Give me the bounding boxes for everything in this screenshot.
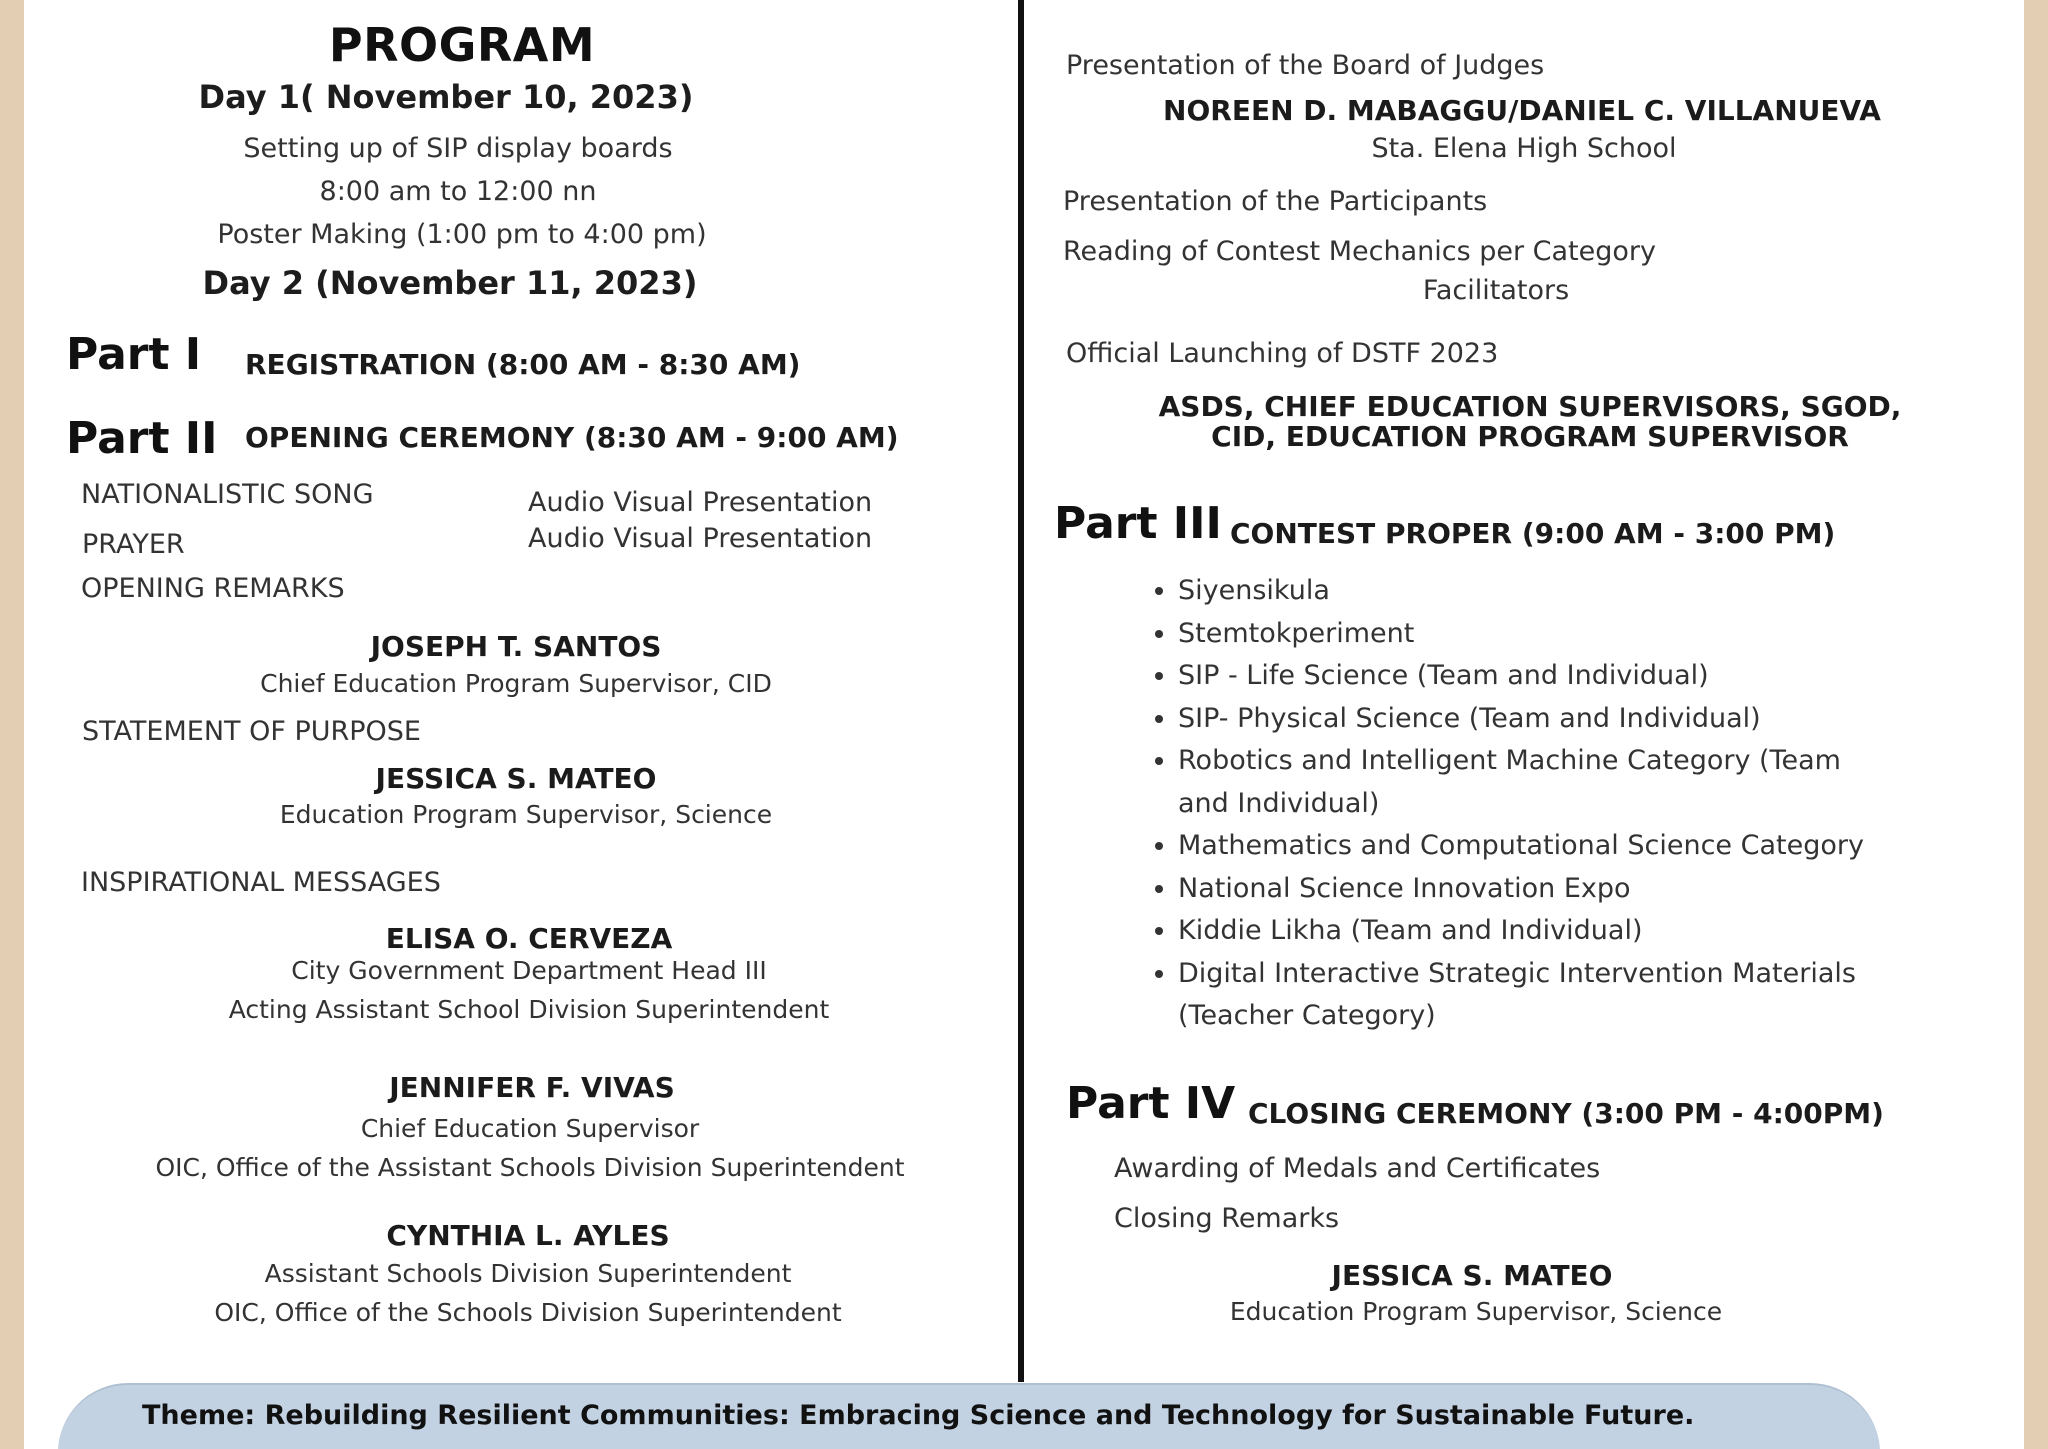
column-divider xyxy=(1018,0,1024,1382)
launching-label: Official Launching of DSTF 2023 xyxy=(1066,338,1499,369)
list-item: • Kiddie Likha (Team and Individual) xyxy=(1178,910,1938,953)
list-item: • Mathematics and Computational Science Category xyxy=(1178,825,1938,868)
opening-remarks-label: OPENING REMARKS xyxy=(81,573,345,604)
message-speaker-role: City Government Department Head III xyxy=(291,956,767,985)
list-item: • SIP- Physical Science (Team and Individual) xyxy=(1178,698,1938,741)
closing-speaker-name: JESSICA S. MATEO xyxy=(1331,1259,1613,1292)
inspirational-messages-label: INSPIRATIONAL MESSAGES xyxy=(81,867,441,898)
part4-title: CLOSING CEREMONY (3:00 PM - 4:00PM) xyxy=(1248,1097,1884,1130)
awarding-label: Awarding of Medals and Certificates xyxy=(1114,1153,1601,1184)
day1-item-poster: Poster Making (1:00 pm to 4:00 pm) xyxy=(217,219,707,250)
message-speaker-name: ELISA O. CERVEZA xyxy=(385,922,673,955)
purpose-speaker-role: Education Program Supervisor, Science xyxy=(279,800,773,829)
launch-people-line1: ASDS, CHIEF EDUCATION SUPERVISORS, SGOD, xyxy=(1158,390,1902,423)
part3-label: Part III xyxy=(1054,498,1222,549)
launch-people-line2: CID, EDUCATION PROGRAM SUPERVISOR xyxy=(1211,420,1849,453)
message-speaker-role: OIC, Office of the Schools Division Superintendent xyxy=(214,1298,842,1327)
day1-heading: Day 1( November 10, 2023) xyxy=(198,78,694,116)
prayer-mode: Audio Visual Presentation xyxy=(528,523,873,554)
part2-label: Part II xyxy=(66,413,218,464)
message-speaker-name: JENNIFER F. VIVAS xyxy=(389,1071,675,1104)
list-item: • SIP - Life Science (Team and Individual) xyxy=(1178,655,1938,698)
mechanics-label: Reading of Contest Mechanics per Category xyxy=(1063,236,1656,267)
message-speaker-role: Assistant Schools Division Superintendent xyxy=(264,1259,792,1288)
song-mode: Audio Visual Presentation xyxy=(528,487,873,518)
contest-list xyxy=(1152,570,1938,1038)
judges-label: Presentation of the Board of Judges xyxy=(1066,50,1545,81)
day2-heading: Day 2 (November 11, 2023) xyxy=(202,264,698,302)
day1-item-setup: Setting up of SIP display boards xyxy=(243,133,673,164)
closing-remarks-label: Closing Remarks xyxy=(1114,1203,1340,1234)
list-item: • Stemtokperiment xyxy=(1178,613,1938,656)
closing-speaker-role: Education Program Supervisor, Science xyxy=(1229,1297,1723,1326)
judges-names: NOREEN D. MABAGGU/DANIEL C. VILLANUEVA xyxy=(1163,94,1881,127)
message-speaker-role: Acting Assistant School Division Superintendent xyxy=(228,995,830,1024)
purpose-speaker-name: JESSICA S. MATEO xyxy=(375,762,657,795)
message-speaker-role: OIC, Office of the Assistant Schools Division Superintendent xyxy=(155,1153,905,1182)
program-title: PROGRAM xyxy=(328,18,596,72)
judges-school: Sta. Elena High School xyxy=(1371,133,1677,164)
list-item: • Siyensikula xyxy=(1178,570,1938,613)
theme-text: Theme: Rebuilding Resilient Communities: Embracing Science and Technology for Sustainable Future. xyxy=(142,1400,1695,1431)
part1-label: Part I xyxy=(66,329,202,380)
day1-item-time: 8:00 am to 12:00 nn xyxy=(319,176,597,207)
list-item: • National Science Innovation Expo xyxy=(1178,868,1938,911)
nationalistic-song-label: NATIONALISTIC SONG xyxy=(81,479,374,510)
program-page xyxy=(24,0,2024,1449)
facilitators-label: Facilitators xyxy=(1422,275,1570,306)
message-speaker-role: Chief Education Supervisor xyxy=(360,1114,700,1143)
opening-speaker-role: Chief Education Program Supervisor, CID xyxy=(260,669,772,698)
list-item: • Digital Interactive Strategic Intervention Materials (Teacher Category) xyxy=(1178,953,1878,1038)
statement-of-purpose-label: STATEMENT OF PURPOSE xyxy=(82,716,421,747)
list-item: • Robotics and Intelligent Machine Category (Team and Individual) xyxy=(1178,740,1878,825)
prayer-label: PRAYER xyxy=(82,529,185,560)
participants-label: Presentation of the Participants xyxy=(1063,186,1488,217)
opening-speaker-name: JOSEPH T. SANTOS xyxy=(370,630,662,663)
message-speaker-name: CYNTHIA L. AYLES xyxy=(386,1219,670,1252)
part4-label: Part IV xyxy=(1066,1078,1236,1129)
part1-title: REGISTRATION (8:00 AM - 8:30 AM) xyxy=(245,348,801,381)
part2-title: OPENING CEREMONY (8:30 AM - 9:00 AM) xyxy=(245,421,899,454)
part3-title: CONTEST PROPER (9:00 AM - 3:00 PM) xyxy=(1230,517,1836,550)
